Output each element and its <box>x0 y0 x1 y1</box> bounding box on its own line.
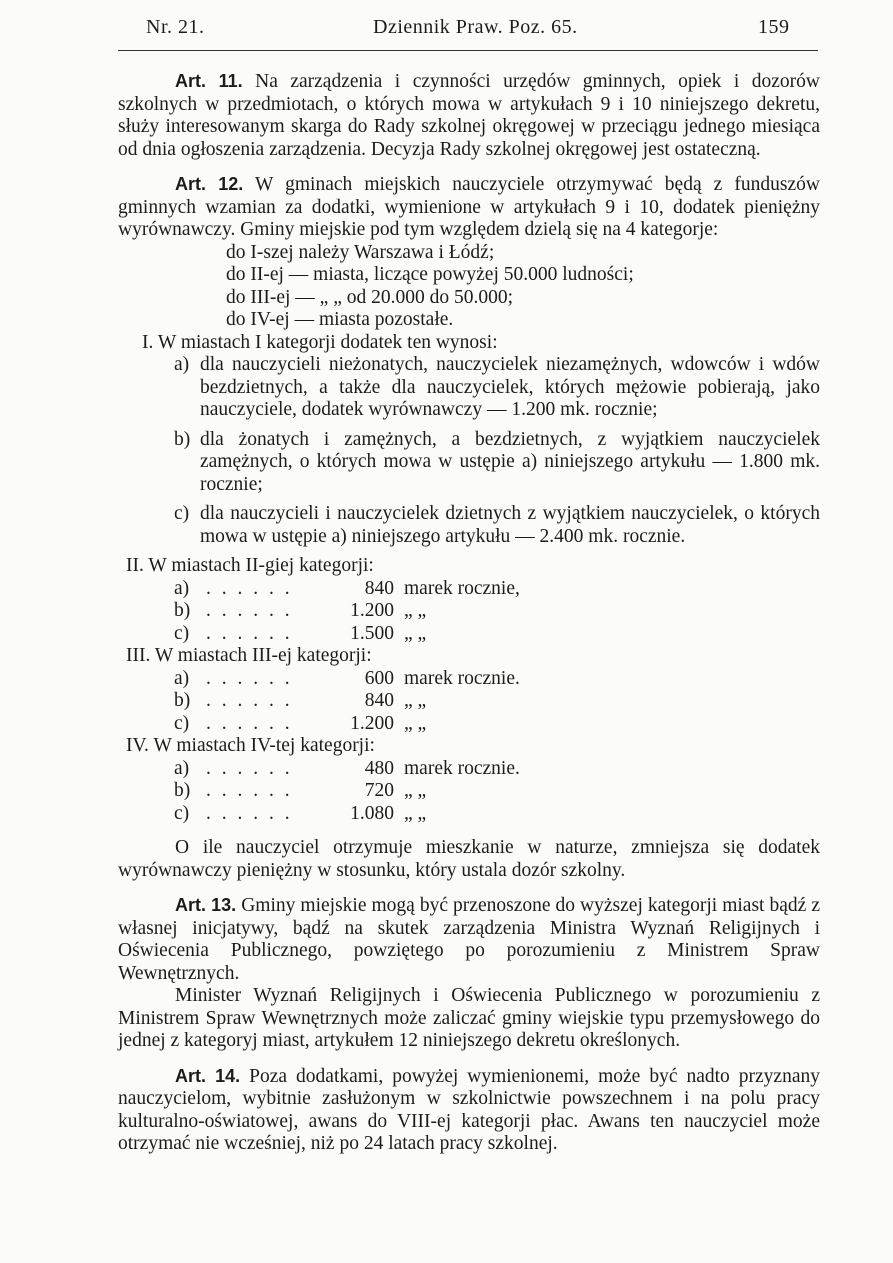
rate-amount: 480 <box>364 757 394 779</box>
rate-row <box>126 803 820 826</box>
category-4-heading: IV. W miastach IV-tej kategorji: <box>126 735 375 756</box>
city-category-item: do III-ej — „ „ od 20.000 do 50.000; <box>226 286 514 308</box>
rate-label: b) <box>174 600 191 621</box>
rate-unit: „ „ <box>404 712 427 734</box>
category-1-heading: I. W miastach I kategorji dodatek ten wynosi: <box>142 331 498 353</box>
rate-amount: 1.200 <box>350 712 394 734</box>
rate-dots: . . . . . . <box>206 712 293 734</box>
rate-amount: 1.500 <box>350 622 394 644</box>
category-2-rates <box>118 555 820 645</box>
rate-label: a) <box>174 667 190 689</box>
rate-amount: 600 <box>364 667 394 689</box>
city-category-item: do II-ej — miasta, liczące powyżej 50.000 ludności; <box>226 264 634 285</box>
rate-amount: 1.200 <box>350 600 394 621</box>
item-label: a) <box>174 354 190 375</box>
rate-label: c) <box>174 802 190 824</box>
category-3-rates <box>118 645 820 735</box>
article-13-text: Gminy miejskie mogą być przenoszone do wyższej kategorji miast bądź z własnej inicjatywy, bądź na skutek zarządzenia Ministra Wyznań Religijnych i Oświecenia Publicznego, powziętego po porozumieniu z Ministrem Spraw Wewnętrznych. <box>118 895 820 984</box>
rate-unit: marek rocznie. <box>404 757 520 779</box>
rate-unit: „ „ <box>404 600 427 621</box>
article-11-label: Art. 11. <box>175 71 243 91</box>
rate-amount: 840 <box>364 690 394 711</box>
rate-label: a) <box>174 577 190 599</box>
rate-unit: marek rocznie. <box>404 667 520 689</box>
rate-row <box>126 623 820 646</box>
article-12-label: Art. 12. <box>175 174 244 194</box>
rate-dots: . . . . . . <box>206 757 293 779</box>
city-category-list <box>118 242 820 332</box>
item-text: dla nauczycieli nieżonatych, nauczycielek niezamężnych, wdowców i wdów bezdzietnych, a także dla nauczycielek, których mężowie pobierają, jako nauczyciele, dodatek wyrównawczy — 1.200 mk. rocznie; <box>200 354 820 420</box>
category-2-heading: II. W miastach II-giej kategorji: <box>126 555 374 576</box>
rate-dots: . . . . . . <box>206 802 293 824</box>
rate-row <box>126 668 820 691</box>
issue-number: Nr. 21. <box>146 16 205 38</box>
item-text: dla żonatych i zamężnych, a bezdzietnych, z wyjątkiem nauczycielek zamężnych, o których mowa w ustępie a) niniejszego artykułu — 1.800 mk. rocznie; <box>200 428 820 495</box>
city-category-item: do IV-ej — miasta pozostałe. <box>226 309 454 330</box>
article-14 <box>118 1065 820 1156</box>
rate-unit: „ „ <box>404 802 427 824</box>
article-11 <box>118 70 820 161</box>
rate-dots: . . . . . . <box>206 690 293 711</box>
journal-title: Dziennik Praw. Poz. 65. <box>373 16 578 38</box>
rate-amount: 1.080 <box>350 802 394 824</box>
document-body <box>118 70 820 1156</box>
header-rule <box>118 50 818 51</box>
rate-dots: . . . . . . <box>206 667 293 689</box>
rate-unit: „ „ <box>404 780 427 801</box>
rate-label: c) <box>174 712 190 734</box>
rate-dots: . . . . . . <box>206 600 293 621</box>
category-1-item <box>174 354 820 422</box>
article-13-paragraph-2: Minister Wyznań Religijnych i Oświecenia Publicznego w porozumieniu z Ministrem Spraw Wewnętrznych może zaliczać gminy wiejskie typu przemysłowego do jednej z kategoryj miast, artykułem 12 niniejszego dekretu określonych. <box>118 985 820 1051</box>
category-4-rates <box>118 735 820 825</box>
article-12 <box>118 173 820 242</box>
category-1-item <box>174 429 820 497</box>
rate-amount: 840 <box>364 577 394 599</box>
item-text: dla nauczycieli i nauczycielek dzietnych z wyjątkiem nauczycielek, o których mowa w ustępie a) niniejszego artykułu — 2.400 mk. rocznie. <box>200 503 820 547</box>
rate-label: b) <box>174 780 191 801</box>
rate-unit: „ „ <box>404 622 427 644</box>
category-1-item <box>174 503 820 548</box>
article-13 <box>118 894 820 985</box>
article-13-label: Art. 13. <box>175 895 237 915</box>
article-11-text: Na zarządzenia i czynności urzędów gminnych, opiek i dozorów szkolnych w przedmiotach, o których mowa w artykułach 9 i 10 niniejszego dekretu, służy interesowanym skarga do Rady szkolnej okręgowej w przeciągu jednego miesiąca od dnia ogłoszenia zarządzenia. Decyzja Rady szkolnej okręgowej jest ostateczną. <box>118 71 821 160</box>
category-1-items <box>118 354 820 548</box>
category-3-heading: III. W miastach III-ej kategorji: <box>126 645 372 666</box>
rate-label: a) <box>174 757 190 779</box>
rate-row <box>126 600 820 623</box>
rate-row <box>126 758 820 781</box>
rate-unit: „ „ <box>404 690 427 711</box>
article-14-text: Poza dodatkami, powyżej wymienionemi, może być nadto przyznany nauczycielom, wybitnie zasłużonym w szkolnictwie powszechnem i na polu pracy kulturalno-oświatowej, awans do VIII-ej kategorji płac. Awans ten nauczyciel może otrzymać nie wcześniej, niż po 24 latach pracy szkolnej. <box>118 1065 820 1154</box>
item-label: b) <box>174 428 191 450</box>
city-category-item: do I-szej należy Warszawa i Łódź; <box>226 241 495 263</box>
rate-unit: marek rocznie, <box>404 577 520 599</box>
item-label: c) <box>174 503 190 524</box>
rate-dots: . . . . . . <box>206 577 293 599</box>
rate-row <box>126 578 820 601</box>
rate-row <box>126 713 820 736</box>
article-14-label: Art. 14. <box>175 1065 241 1086</box>
rate-amount: 720 <box>364 780 394 801</box>
page-number: 159 <box>758 16 790 38</box>
rate-row <box>126 780 820 803</box>
article-12-closing: O ile nauczyciel otrzymuje mieszkanie w naturze, zmniejsza się dodatek wyrównawczy pieniężny w stosunku, który ustala dozór szkolny. <box>118 837 820 881</box>
rate-dots: . . . . . . <box>206 622 293 644</box>
article-12-text: W gminach miejskich nauczyciele otrzymywać będą z funduszów gminnych wzamian za dodatki, wymienione w artykułach 9 i 10, dodatek pieniężny wyrównawczy. Gminy miejskie pod tym względem dzielą się na 4 kategorje: <box>118 174 820 240</box>
rate-label: b) <box>174 690 191 711</box>
rate-row <box>126 690 820 713</box>
rate-dots: . . . . . . <box>206 780 293 801</box>
rate-label: c) <box>174 622 190 644</box>
